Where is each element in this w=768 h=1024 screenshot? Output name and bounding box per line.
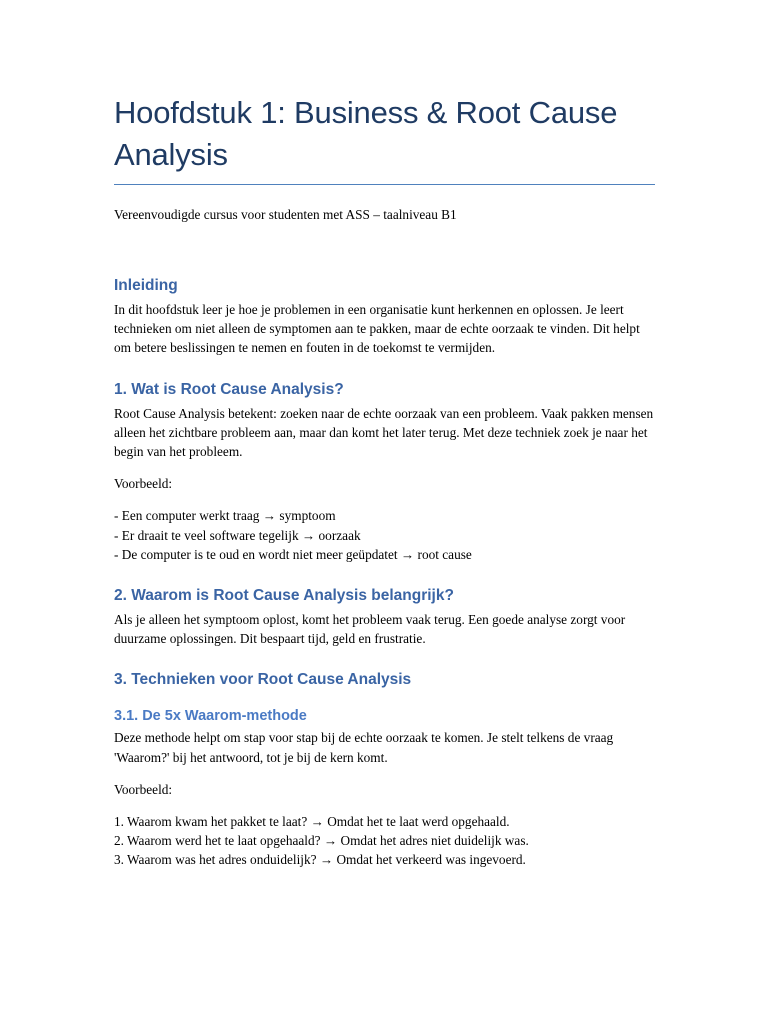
list-item: - Een computer werkt traag → symptoom (114, 508, 336, 524)
list-item: 2. Waarom werd het te laat opgehaald? → Omdat het adres niet duidelijk was. (114, 833, 529, 849)
document-subtitle: Vereenvoudigde cursus voor studenten met ASS – taalniveau B1 (114, 207, 457, 222)
paragraph-why-rca: Als je alleen het symptoom oplost, komt het probleem vaak terug. Een goede analyse zorgt voor duurzame oplossingen. Dit bespaart tijd, geld en frustratie. (114, 612, 626, 647)
example-list (114, 506, 655, 564)
title-divider (114, 184, 655, 185)
list-item: - Er draait te veel software tegelijk → oorzaak (114, 527, 361, 543)
heading-five-why: 3.1. De 5x Waarom-methode (114, 708, 307, 725)
paragraph-what-is-rca: Root Cause Analysis betekent: zoeken naar de echte oorzaak van een probleem. Vaak pakken mensen alleen het zichtbare probleem aan, maar dan komt het later terug. Met deze techniek zoek je naar het begin van het probleem. (114, 405, 654, 460)
heading-why-rca: 2. Waarom is Root Cause Analysis belangrijk? (114, 587, 454, 605)
paragraph-five-why: Deze methode helpt om stap voor stap bij de echte oorzaak te komen. Je stelt telkens de vraag 'Waarom?' bij het antwoord, tot je bij de kern komt. (114, 730, 614, 765)
paragraph-inleiding: In dit hoofdstuk leer je hoe je problemen in een organisatie kunt herkennen en oplossen. Je leert technieken om niet alleen de symptomen aan te pakken, maar de echte oorzaak te vinden. Dit helpt om betere beslissingen te nemen en fouten in de toekomst te vermijden. (114, 302, 640, 356)
example-label: Voorbeeld: (114, 781, 173, 797)
document-page (114, 92, 655, 870)
list-item: 1. Waarom kwam het pakket te laat? → Omdat het te laat werd opgehaald. (114, 814, 510, 830)
example-label: Voorbeeld: (114, 476, 173, 492)
list-item: - De computer is te oud en wordt niet meer geüpdatet → root cause (114, 546, 472, 562)
heading-inleiding: Inleiding (114, 277, 178, 294)
five-why-steps (114, 812, 655, 870)
heading-what-is-rca: 1. Wat is Root Cause Analysis? (114, 380, 344, 398)
list-item: 3. Waarom was het adres onduidelijk? → Omdat het verkeerd was ingevoerd. (114, 852, 526, 868)
document-title: Hoofdstuk 1: Business & Root Cause Analysis (114, 95, 618, 172)
heading-techniques: 3. Technieken voor Root Cause Analysis (114, 671, 412, 689)
